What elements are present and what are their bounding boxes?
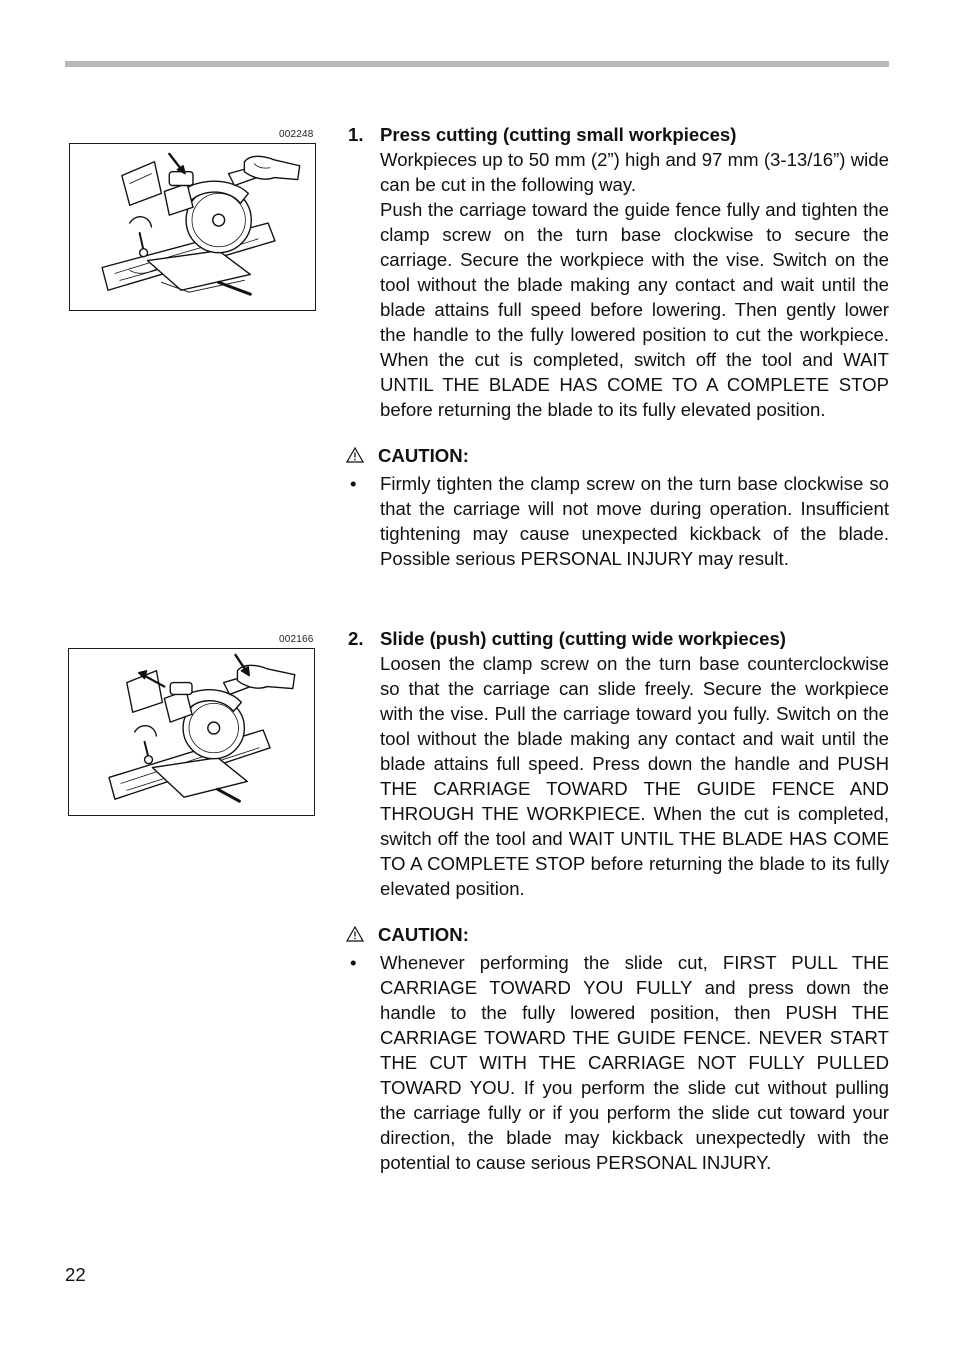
- caution-item-1-text: Firmly tighten the clamp screw on the turn base clockwise so that the carriage will not move during operation. Insufficient tightening may cause unexpected kickback of the blade. Possible serious PERSONAL INJURY may result.: [380, 473, 889, 569]
- section-press-cutting: [346, 122, 889, 571]
- step-2-number: 2.: [348, 628, 364, 649]
- bullet-marker: •: [350, 473, 357, 494]
- warning-triangle-icon: [346, 447, 364, 463]
- step-1-heading: [346, 122, 889, 147]
- caution-heading-1: [346, 443, 889, 468]
- page-number: 22: [65, 1264, 86, 1285]
- figure-press-cutting: [69, 143, 316, 311]
- step-1-paragraph-2: Push the carriage toward the guide fence fully and tighten the clamp screw on the turn base clockwise to secure the carriage. Secure the workpiece with the vise. Switch on the tool without the blade making any contact and wait until the blade attains full speed before lowering. Then gently lower the handle to the fully lowered position to cut the workpiece. When the cut is completed, switch off the tool and WAIT UNTIL THE BLADE HAS COME TO A COMPLETE STOP before returning the blade to its fully elevated position.: [380, 199, 889, 420]
- caution-label-2: CAUTION:: [378, 924, 469, 945]
- caution-item-2: [346, 950, 889, 1175]
- caution-label-1: CAUTION:: [378, 445, 469, 466]
- step-1-paragraph-1: Workpieces up to 50 mm (2”) high and 97 mm (3-13/16”) wide can be cut in the following way.: [380, 149, 889, 195]
- step-2-title: Slide (push) cutting (cutting wide workpieces): [380, 628, 786, 649]
- figure-code-2: 002166: [279, 634, 314, 645]
- bullet-marker: •: [350, 952, 357, 973]
- caution-item-1: [346, 471, 889, 571]
- step-1-title: Press cutting (cutting small workpieces): [380, 124, 737, 145]
- section-slide-cutting: [346, 626, 889, 1175]
- step-2-heading: [346, 626, 889, 651]
- caution-item-2-text: Whenever performing the slide cut, FIRST PULL THE CARRIAGE TOWARD YOU FULLY and press down the handle to the fully lowered position, then PUSH THE CARRIAGE TOWARD THE GUIDE FENCE. NEVER START THE CUT WITH THE CARRIAGE NOT FULLY PULLED TOWARD YOU. If you perform the slide cut without pulling the carriage fully or if you perform the slide cut toward your direction, the blade may kickback unexpectedly with the potential to cause serious PERSONAL INJURY.: [380, 952, 889, 1173]
- miter-saw-slide-illustration: [69, 649, 314, 815]
- step-1-number: 1.: [348, 124, 364, 145]
- figure-code-1: 002248: [279, 129, 314, 140]
- header-rule: [65, 61, 889, 67]
- miter-saw-press-illustration: [70, 144, 315, 310]
- step-2-paragraph-1: Loosen the clamp screw on the turn base counterclockwise so that the carriage can slide freely. Secure the workpiece with the vise. Pull the carriage toward you fully. Switch on the tool without the blade making any contact and wait until the blade attains full speed. Press down the handle and PUSH THE CARRIAGE TOWARD THE GUIDE FENCE AND THROUGH THE WORKPIECE. When the cut is completed, switch off the tool and WAIT UNTIL THE BLADE HAS COME TO A COMPLETE STOP before returning the blade to its fully elevated position.: [380, 653, 889, 899]
- caution-heading-2: [346, 922, 889, 947]
- figure-slide-cutting: [68, 648, 315, 816]
- warning-triangle-icon: [346, 926, 364, 942]
